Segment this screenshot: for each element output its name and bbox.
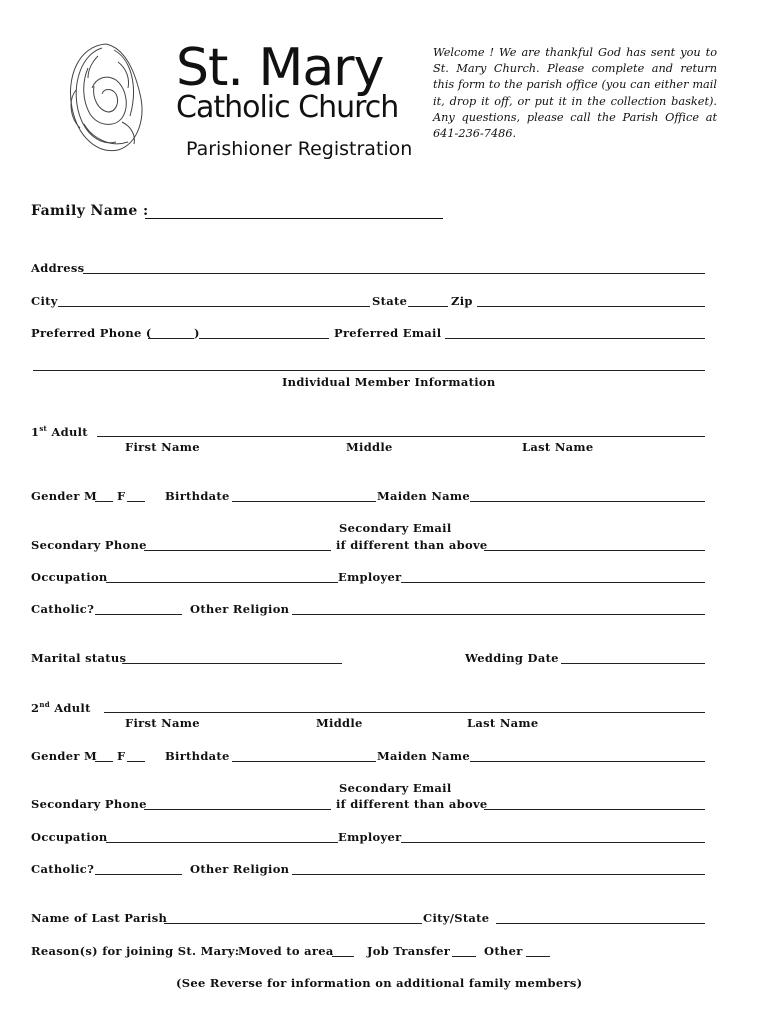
adult2-gender-f-field[interactable] <box>127 761 145 762</box>
other-reason-field[interactable] <box>526 956 550 957</box>
preferred-phone-field[interactable] <box>199 338 329 339</box>
last-parish-label: Name of Last Parish <box>31 911 168 925</box>
adult1-marital-status-label: Marital status <box>31 651 127 665</box>
adult1-first-name-caption: First Name <box>125 440 200 454</box>
job-transfer-field[interactable] <box>452 956 476 957</box>
adult1-wedding-date-field[interactable] <box>561 663 705 664</box>
adult1-occupation-label: Occupation <box>31 570 108 584</box>
adult2-maiden-name-field[interactable] <box>470 761 705 762</box>
adult1-occupation-field[interactable] <box>106 582 338 583</box>
adult1-employer-label: Employer <box>338 570 402 584</box>
adult1-secondary-phone-field[interactable] <box>144 550 331 551</box>
adult2-secondary-email-field[interactable] <box>484 809 705 810</box>
adult2-secondary-email-label: Secondary Email <box>339 781 452 795</box>
preferred-email-label: Preferred Email <box>334 326 442 340</box>
adult1-birthdate-field[interactable] <box>232 501 376 502</box>
preferred-email-field[interactable] <box>445 338 705 339</box>
adult1-gender-m-label: Gender M <box>31 489 98 503</box>
zip-field[interactable] <box>477 306 705 307</box>
adult2-secondary-phone-label: Secondary Phone <box>31 797 147 811</box>
job-transfer-label: Job Transfer <box>367 944 451 958</box>
family-name-label: Family Name : <box>31 203 149 219</box>
adult1-secondary-email-note: if different than above <box>336 538 488 552</box>
adult2-gender-m-label: Gender M <box>31 749 98 763</box>
adult2-employer-field[interactable] <box>401 842 705 843</box>
adult2-gender-m-field[interactable] <box>95 761 113 762</box>
adult1-label: 1st Adult <box>31 424 88 439</box>
adult1-maiden-name-field[interactable] <box>470 501 705 502</box>
adult2-birthdate-field[interactable] <box>232 761 376 762</box>
adult2-secondary-phone-field[interactable] <box>144 809 331 810</box>
adult2-occupation-field[interactable] <box>106 842 338 843</box>
last-parish-field[interactable] <box>164 923 422 924</box>
church-logo-emblem <box>58 38 154 160</box>
adult1-gender-m-field[interactable] <box>95 501 113 502</box>
adult2-secondary-email-note: if different than above <box>336 797 488 811</box>
form-title: Parishioner Registration <box>186 138 413 160</box>
moved-to-area-label: Moved to area <box>238 944 334 958</box>
state-field[interactable] <box>408 306 448 307</box>
preferred-phone-label: Preferred Phone ( <box>31 326 152 340</box>
adult1-gender-f-label: F <box>117 489 126 503</box>
zip-label: Zip <box>451 294 473 308</box>
mary-emblem-icon <box>58 38 154 160</box>
adult1-maiden-name-label: Maiden Name <box>377 489 471 503</box>
reasons-label: Reason(s) for joining St. Mary: <box>31 944 240 958</box>
section-title: Individual Member Information <box>282 375 496 389</box>
adult1-other-religion-field[interactable] <box>292 614 705 615</box>
adult1-secondary-email-field[interactable] <box>484 550 705 551</box>
other-reason-label: Other <box>484 944 523 958</box>
phone-area-code-field[interactable] <box>148 338 194 339</box>
adult1-name-field[interactable] <box>97 436 705 437</box>
church-name: St. Mary <box>176 38 384 98</box>
address-label: Address <box>31 261 85 275</box>
adult2-label: 2nd Adult <box>31 700 91 715</box>
adult1-catholic-field[interactable] <box>95 614 182 615</box>
adult1-secondary-email-label: Secondary Email <box>339 521 452 535</box>
phone-paren-close: ) <box>194 326 200 340</box>
adult2-catholic-label: Catholic? <box>31 862 95 876</box>
parish-city-state-label: City/State <box>423 911 490 925</box>
adult2-first-name-caption: First Name <box>125 716 200 730</box>
section-divider <box>33 370 705 371</box>
adult2-birthdate-label: Birthdate <box>165 749 230 763</box>
adult2-other-religion-field[interactable] <box>292 874 705 875</box>
adult1-marital-status-field[interactable] <box>122 663 342 664</box>
adult1-employer-field[interactable] <box>401 582 705 583</box>
parish-city-state-field[interactable] <box>496 923 705 924</box>
welcome-message: Welcome ! We are thankful God has sent you to St. Mary Church. Please complete and return this form to the parish office (you can either mail it, drop it off, or put it in the collection basket). Any questions, please call the Parish Office at 641-236-7486. <box>433 46 717 141</box>
moved-to-area-field[interactable] <box>332 956 354 957</box>
adult2-middle-caption: Middle <box>316 716 363 730</box>
adult1-catholic-label: Catholic? <box>31 602 95 616</box>
adult2-maiden-name-label: Maiden Name <box>377 749 471 763</box>
city-field[interactable] <box>58 306 370 307</box>
adult2-occupation-label: Occupation <box>31 830 108 844</box>
adult2-other-religion-label: Other Religion <box>190 862 290 876</box>
city-label: City <box>31 294 58 308</box>
adult2-catholic-field[interactable] <box>95 874 182 875</box>
adult2-employer-label: Employer <box>338 830 402 844</box>
address-field[interactable] <box>83 273 705 274</box>
adult1-other-religion-label: Other Religion <box>190 602 290 616</box>
state-label: State <box>372 294 408 308</box>
footer-note: (See Reverse for information on additional family members) <box>176 976 583 990</box>
adult1-last-name-caption: Last Name <box>522 440 594 454</box>
adult1-secondary-phone-label: Secondary Phone <box>31 538 147 552</box>
adult1-birthdate-label: Birthdate <box>165 489 230 503</box>
family-name-field[interactable] <box>145 218 443 219</box>
church-subtitle: Catholic Church <box>176 90 399 125</box>
adult2-name-field[interactable] <box>104 712 705 713</box>
adult2-gender-f-label: F <box>117 749 126 763</box>
adult1-middle-caption: Middle <box>346 440 393 454</box>
adult2-last-name-caption: Last Name <box>467 716 539 730</box>
adult1-gender-f-field[interactable] <box>127 501 145 502</box>
adult1-wedding-date-label: Wedding Date <box>465 651 559 665</box>
